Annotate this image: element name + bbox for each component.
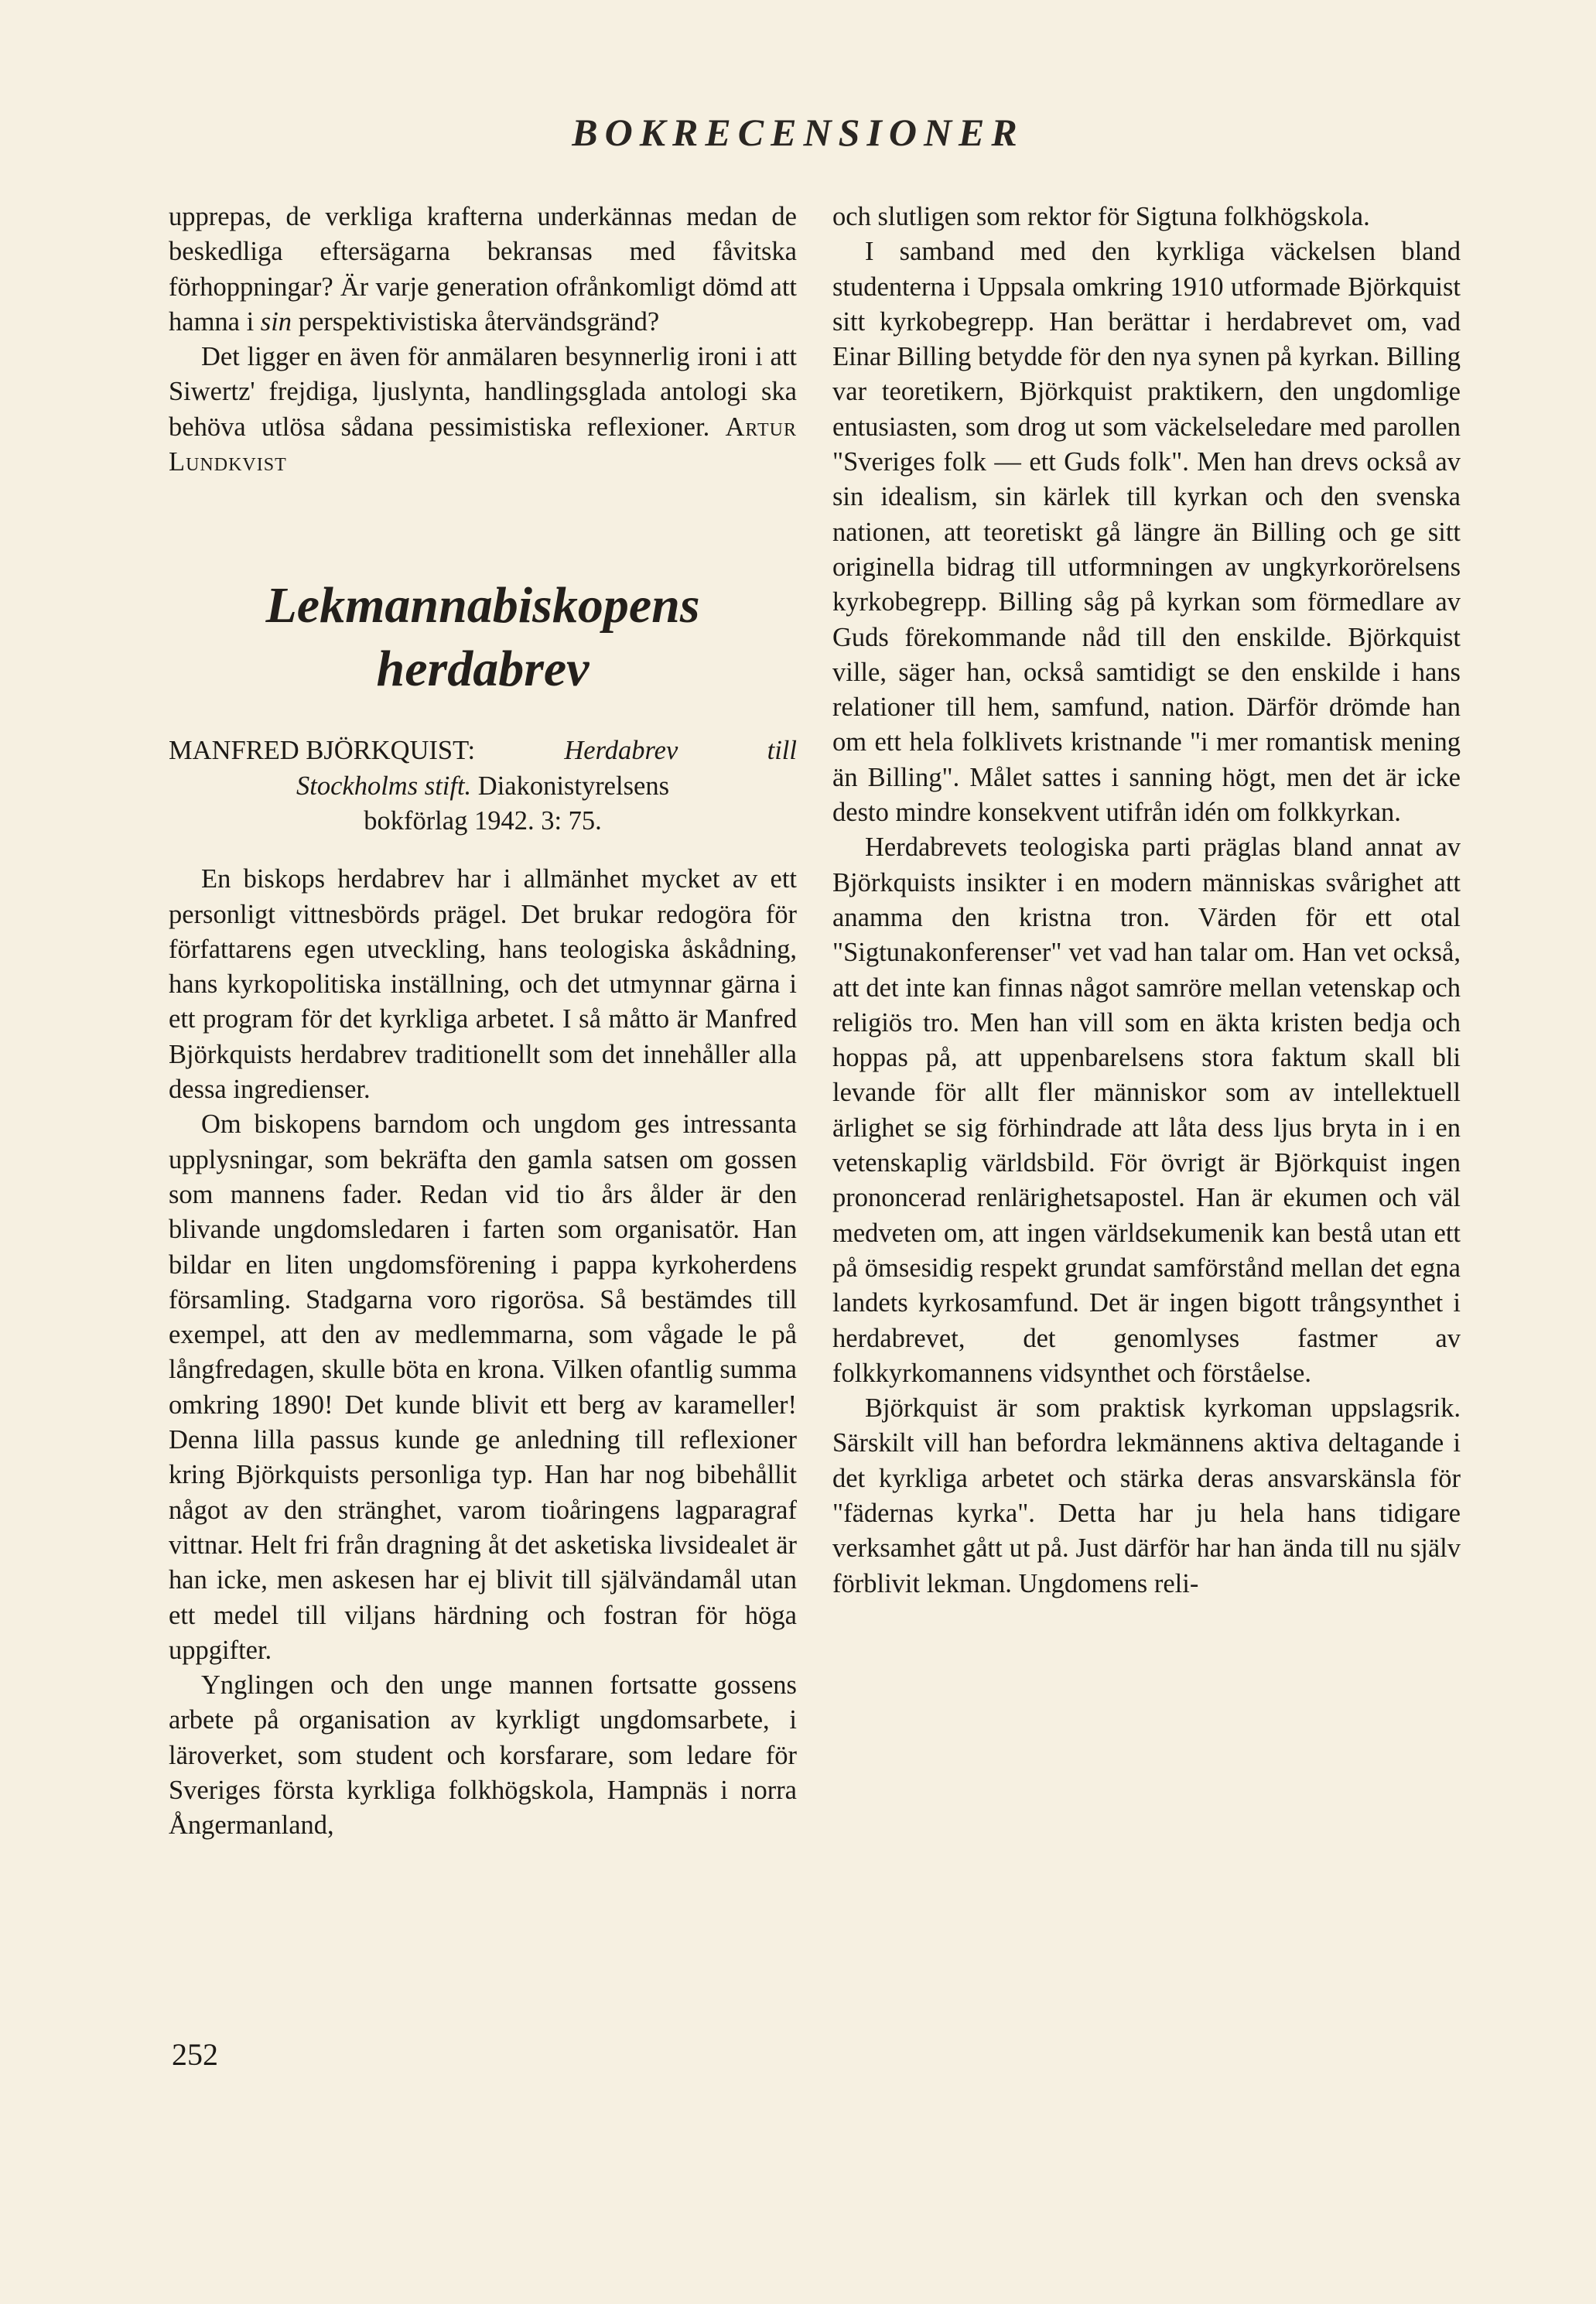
- right-column: [832, 200, 1461, 1602]
- review-title: Lekmannabiskopens herdabrev: [265, 577, 700, 698]
- paragraph: upprepas, de verkliga krafterna underkännas medan de beskedliga eftersägarna bekransas med fåvitska förhoppningar? Är varje generation ofrånkomligt dömd att hamna i sin perspektivistiska återvändsgränd?: [169, 202, 797, 337]
- emphasis: sin: [260, 306, 292, 337]
- paragraph: Ynglingen och den unge mannen fortsatte gossens arbete på organisation av kyrkligt ungdomsarbete, i läroverket, som student och korsfarare, som ledare för Sveriges första kyrkliga folkhögskola, Hampnäs i norra Ångermanland,: [169, 1670, 797, 1841]
- book-author: MANFRED BJÖRKQUIST:: [169, 736, 476, 766]
- paragraph: Herdabrevets teologiska parti präglas bland annat av Björkquists insikter i en modern människas svårighet att anamma den kristna tron. Värden för ett otal "Sigtunakonferenser" vet vad han talar om. Han vet också, att det inte kan finnas något samröre mellan vetenskap och religiös tro. Men han vill som en äkta kristen bedja och hoppas på, att uppenbarelsens stora faktum skall bli levande för allt fler människor som av intellektuell ärlighet se sig förhindrade att låta dess ljus bryta in i en vetenskaplig världsbild. För övrigt är Björkquist ingen prononcerad renlärighetsapostel. Han är ekumen och väl medveten om, att ingen världsekumenik kan bestå utan ett på ömsesidig respekt grundat samförstånd mellan det egna landets kyrkosamfund. Det är ingen bigott trångsynthet i herdabrevet, det genomlyses fastmer av folkkyrkomannens vidsynthet och förståelse.: [832, 832, 1461, 1388]
- paragraph: Om biskopens barndom och ungdom ges intressanta upplysningar, som bekräfta den gamla satsen om gossen som mannens fader. Redan vid tio års ålder är den blivande ungdomsledaren i farten som organisatör. Han bildar en liten ungdomsförening i pappa kyrkoherdens församling. Stadgarna voro rigorösa. Så bestämdes till exempel, att den av medlemmarna, som vågade le på långfredagen, skulle böta en krona. Vilken ofantlig summa omkring 1890! Det kunde blivit ett berg av karameller! Denna lilla passus kunde ge anledning till reflexioner kring Björkquists personliga typ. Han har nog bibehållit något av den stränghet, varom tioåringens lagparagraf vittnar. Helt fri från dragning åt det asketiska livsidealet är han icke, men askesen har ej blivit till självändamål utan ett medel till viljans härdning och fostran för höga uppgifter.: [169, 1109, 797, 1665]
- running-head: BOKRECENSIONER: [572, 111, 1024, 154]
- book-title-part: Herdabrev: [564, 736, 678, 766]
- book-reference: [169, 733, 797, 839]
- book-title-part: Stockholms stift.: [296, 771, 472, 801]
- paragraph: och slutligen som rektor för Sigtuna folkhögskola.: [832, 202, 1370, 231]
- page-number: 252: [172, 2037, 218, 2072]
- book-publisher: Diakonistyrelsens: [477, 771, 669, 801]
- review-signature: Artur Lundkvist: [169, 412, 797, 477]
- paragraph: Björkquist är som praktisk kyrkoman uppslagsrik. Särskilt vill han befordra lekmännens aktiva deltagande i det kyrkliga arbetet och stärka deras ansvarskänsla för "fädernas kyrka". Detta har ju hela hans tidigare verksamhet gått ut på. Just därför har han ända till nu själv förblivit lekman. Ungdomens reli-: [832, 1393, 1461, 1598]
- paragraph: I samband med den kyrkliga väckelsen bland studenterna i Uppsala omkring 1910 utformade Björkquist sitt kyrkobegrepp. Han berättar i herdabrevet om, vad Einar Billing betydde för den nya synen på kyrkan. Billing var teoretikern, Björkquist praktikern, den ungdomlige entusiasten, som drog ut som väckelseledare med parollen "Sveriges folk — ett Guds folk". Men han drevs också av sin idealism, sin kärlek till kyrkan och den svenska nationen, att teoretiskt gå längre än Billing och ge sitt originella bidrag till utformningen av ungkyrkorörelsens kyrkobegrepp. Billing såg på kyrkan som förmedlare av Guds förekommande nåd till den enskilde. Björkquist ville, säger han, också samtidigt se den enskilde i hans relationer till hem, samfund, nation. Därför drömde han om ett hela folklivets kristnande "i mer romantisk mening än Billing". Målet sattes i sanning högt, men det är icke desto mindre konsekvent utifrån idén om folkkyrkan.: [832, 237, 1461, 828]
- left-column: [169, 200, 797, 1844]
- book-pubinfo: bokförlag 1942. 3: 75.: [364, 805, 602, 836]
- book-title-part: till: [767, 736, 797, 766]
- paragraph: En biskops herdabrev har i allmänhet mycket av ett personligt vittnesbörds prägel. Det brukar redogöra för författarens egen utveckling, hans teologiska åskådning, hans kyrkopolitiska inställning, och det utmynnar gärna i ett program för det kyrkliga arbetet. I så måtto är Manfred Björkquists herdabrev traditionellt som det innehåller alla dessa ingredienser.: [169, 864, 797, 1105]
- paragraph: Det ligger en även för anmälaren besynnerlig ironi i att Siwertz' frejdiga, ljuslynta, handlingsglada antologi ska behöva utlösa sådana pessimistiska reflexioner. Artur Lundkvist: [169, 342, 797, 477]
